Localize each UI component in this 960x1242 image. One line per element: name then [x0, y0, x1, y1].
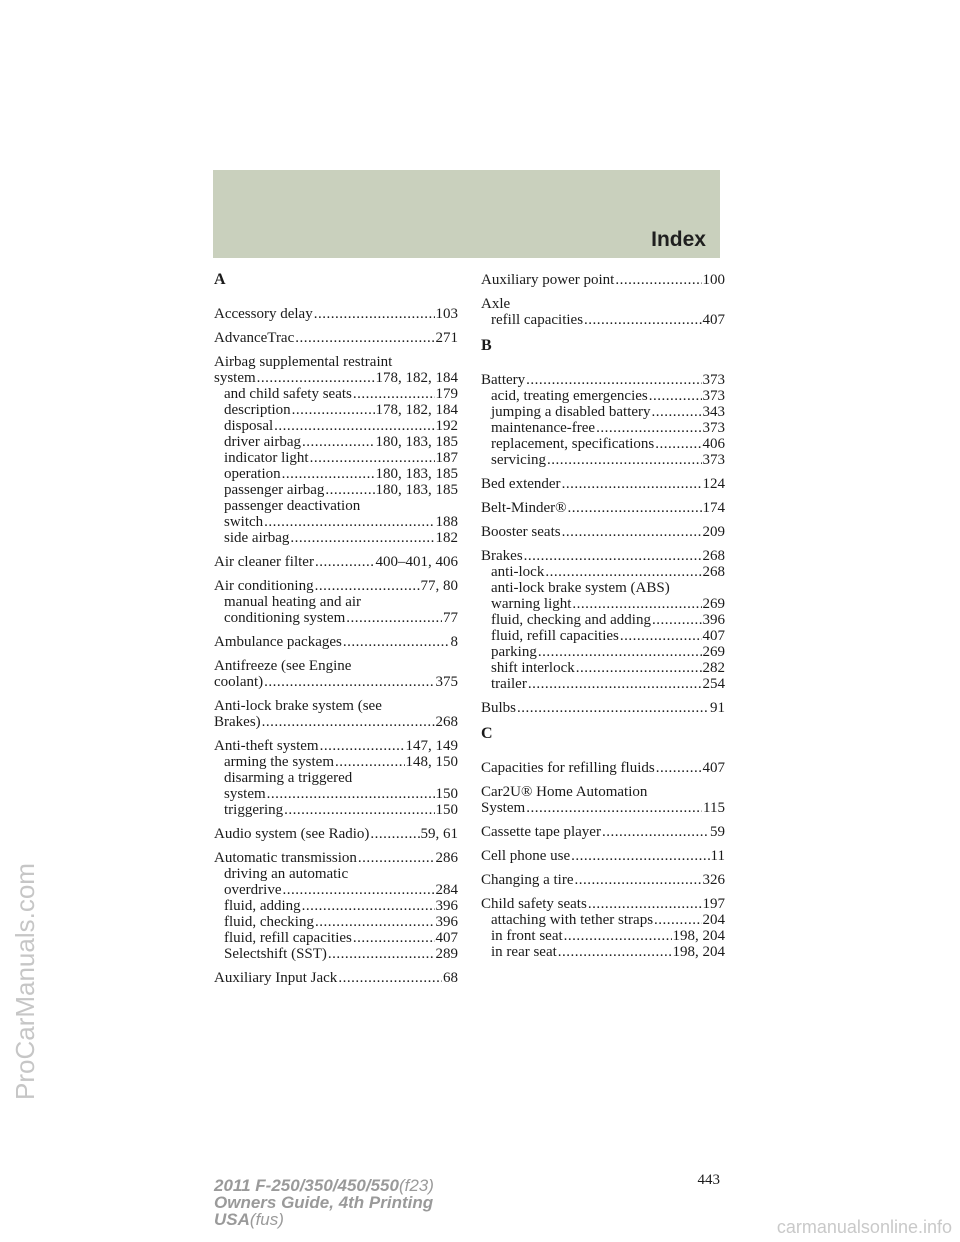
index-subentry-row [214, 786, 458, 802]
index-term: trailer [491, 676, 527, 692]
index-term: manual heating and air [224, 594, 362, 610]
index-entry-row [481, 700, 725, 716]
index-page-ref: 373 [702, 452, 725, 468]
index-term: switch [224, 514, 264, 530]
index-term: Belt-Minder® [481, 500, 567, 516]
index-entry-row [481, 800, 725, 816]
index-page-ref: 407 [702, 312, 725, 328]
index-entry [214, 306, 458, 322]
index-page-ref: 197 [702, 896, 725, 912]
index-term: Battery [481, 372, 526, 388]
index-term: Bulbs [481, 700, 517, 716]
index-term: Anti-theft system [214, 738, 319, 754]
dot-leader [302, 898, 435, 914]
index-term: servicing [491, 452, 546, 468]
dot-leader [292, 402, 375, 418]
index-entry-row [481, 872, 725, 888]
index-entry [481, 476, 725, 492]
index-entry-row [214, 826, 458, 842]
index-entry [214, 330, 458, 346]
index-entry [214, 970, 458, 986]
index-page-ref: 268 [702, 548, 725, 564]
dot-leader [652, 612, 702, 628]
index-term: maintenance-free [491, 420, 596, 436]
index-entry-row [481, 524, 725, 540]
index-term: Changing a tire [481, 872, 574, 888]
index-page-ref: 178, 182, 184 [375, 370, 458, 386]
dot-leader [615, 272, 701, 288]
index-term: Antifreeze (see Engine [214, 658, 352, 674]
index-page-ref: 209 [702, 524, 725, 540]
index-page-ref: 406 [702, 436, 725, 452]
index-subentry-row [214, 514, 458, 530]
index-term: Booster seats [481, 524, 561, 540]
index-subentry-row [214, 402, 458, 418]
dot-leader [290, 530, 434, 546]
index-entry-row [214, 674, 458, 690]
index-column-left [214, 272, 458, 994]
index-term: Automatic transmission [214, 850, 357, 866]
index-entry [481, 548, 725, 692]
dot-leader [524, 548, 702, 564]
dot-leader [284, 802, 434, 818]
index-page-ref: 150 [435, 802, 458, 818]
dot-leader [325, 482, 374, 498]
index-entry-row [481, 896, 725, 912]
bottom-watermark: carmanualsonline.info [776, 1217, 952, 1237]
dot-leader [547, 452, 702, 468]
section-header [213, 170, 720, 258]
index-subentry-row [481, 580, 725, 596]
dot-leader [571, 848, 709, 864]
index-term: Cell phone use [481, 848, 571, 864]
index-page-ref: 396 [702, 612, 725, 628]
index-subentry-row [214, 482, 458, 498]
index-entry [214, 554, 458, 570]
index-entry-row [214, 578, 458, 594]
index-page-ref: 373 [702, 420, 725, 436]
index-term: refill capacities [491, 312, 584, 328]
index-page-ref: 268 [702, 564, 725, 580]
index-term: indicator light [224, 450, 309, 466]
index-term: parking [491, 644, 537, 660]
index-subentry-row [481, 676, 725, 692]
index-entry [481, 272, 725, 288]
index-page-ref: 174 [702, 500, 725, 516]
index-term: acid, treating emergencies [491, 388, 648, 404]
index-term: Axle [481, 296, 511, 312]
index-subentry-row [214, 770, 458, 786]
index-term: Brakes [481, 548, 523, 564]
index-entry [214, 850, 458, 962]
index-entry-row [214, 306, 458, 322]
index-subentry-row [214, 914, 458, 930]
index-page-ref: 180, 183, 185 [375, 434, 458, 450]
dot-leader [257, 370, 375, 386]
dot-leader [264, 674, 434, 690]
index-entry-row [481, 548, 725, 564]
index-page-ref: 187 [435, 450, 458, 466]
index-page-ref: 407 [435, 930, 458, 946]
index-term: and child safety seats [224, 386, 352, 402]
index-term: fluid, checking and adding [491, 612, 651, 628]
index-page-ref: 59, 61 [420, 826, 458, 842]
index-term: fluid, refill capacities [224, 930, 352, 946]
index-term: fluid, refill capacities [491, 628, 619, 644]
index-term: jumping a disabled battery [491, 404, 651, 420]
index-term: replacement, specifications [491, 436, 655, 452]
index-entry-row [214, 738, 458, 754]
footer-line-3: USA(fus) [214, 1210, 284, 1229]
index-page-ref: 269 [702, 596, 725, 612]
index-term: anti-lock [491, 564, 545, 580]
index-term: shift interlock [491, 660, 575, 676]
index-entry [214, 826, 458, 842]
dot-leader [572, 596, 701, 612]
dot-leader [562, 524, 702, 540]
index-term: passenger airbag [224, 482, 325, 498]
index-entry-row [214, 698, 458, 714]
index-page-ref: 269 [702, 644, 725, 660]
index-term: description [224, 402, 291, 418]
index-subentry-row [481, 420, 725, 436]
index-subentry-row [214, 594, 458, 610]
index-entry [481, 524, 725, 540]
index-subentry-row [481, 660, 725, 676]
index-page-ref: 180, 183, 185 [375, 466, 458, 482]
index-subentry-row [214, 530, 458, 546]
index-page-ref: 407 [702, 760, 725, 776]
dot-leader [346, 610, 442, 626]
dot-leader [282, 882, 434, 898]
index-page-ref: 124 [702, 476, 725, 492]
dot-leader [315, 914, 435, 930]
index-letter-heading: C [481, 725, 493, 742]
dot-leader [576, 660, 702, 676]
index-subentry-row [481, 628, 725, 644]
side-watermark: ProCarManuals.com [10, 863, 40, 1100]
index-subentry-row [214, 386, 458, 402]
index-term: Capacities for refilling fluids [481, 760, 655, 776]
dot-leader [649, 388, 702, 404]
index-entry-row [214, 330, 458, 346]
index-page-ref: 204 [702, 912, 725, 928]
index-entry-row [214, 658, 458, 674]
index-term: operation [224, 466, 281, 482]
index-term: system [224, 786, 266, 802]
index-page-ref: 373 [702, 388, 725, 404]
dot-leader [267, 786, 435, 802]
index-page-ref: 198, 204 [672, 944, 725, 960]
index-subentry-row [481, 912, 725, 928]
index-entry [481, 896, 725, 960]
index-page-ref: 8 [450, 634, 458, 650]
index-page-ref: 68 [443, 970, 458, 986]
index-page-ref: 396 [435, 898, 458, 914]
index-term: Cassette tape player [481, 824, 601, 840]
dot-leader [596, 420, 701, 436]
dot-leader [568, 500, 702, 516]
index-term: Auxiliary Input Jack [214, 970, 338, 986]
index-entry-row [214, 554, 458, 570]
dot-leader [545, 564, 701, 580]
index-page-ref: 375 [435, 674, 458, 690]
index-entry [481, 784, 725, 816]
index-term: arming the system [224, 754, 334, 770]
footer [214, 1177, 434, 1228]
index-term: fluid, adding [224, 898, 301, 914]
index-page-ref: 271 [435, 330, 458, 346]
index-subentry-row [214, 866, 458, 882]
index-page-ref: 77 [443, 610, 458, 626]
index-subentry-row [481, 452, 725, 468]
index-page-ref: 147, 149 [405, 738, 458, 754]
dot-leader [343, 634, 450, 650]
dot-leader [262, 714, 435, 730]
dot-leader [656, 760, 702, 776]
index-page-ref: 198, 204 [672, 928, 725, 944]
index-page-ref: 179 [435, 386, 458, 402]
index-page-ref: 284 [435, 882, 458, 898]
dot-leader [655, 436, 701, 452]
index-entry-row [481, 760, 725, 776]
index-page-ref: 326 [702, 872, 725, 888]
dot-leader [338, 970, 442, 986]
index-term: Selectshift (SST) [224, 946, 327, 962]
dot-leader [335, 754, 405, 770]
index-term: anti-lock brake system (ABS) [491, 580, 670, 596]
dot-leader [353, 386, 435, 402]
index-subentry-row [481, 404, 725, 420]
dot-leader [274, 418, 434, 434]
index-subentry-row [481, 436, 725, 452]
index-page-ref: 286 [435, 850, 458, 866]
dot-leader [353, 930, 435, 946]
footer-line-1: 2011 F-250/350/450/550(f23) [214, 1176, 434, 1195]
dot-leader [310, 450, 435, 466]
index-entry [481, 872, 725, 888]
index-page-ref: 400–401, 406 [375, 554, 458, 570]
index-subentry-row [214, 498, 458, 514]
index-entry-row [481, 848, 725, 864]
index-subentry-row [214, 930, 458, 946]
index-subentry-row [214, 450, 458, 466]
dot-leader [652, 404, 702, 420]
index-subentry-row [481, 644, 725, 660]
index-subentry-row [214, 610, 458, 626]
dot-leader [620, 628, 702, 644]
index-page-ref: 100 [702, 272, 725, 288]
index-term: Airbag supplemental restraint [214, 354, 393, 370]
dot-leader [264, 514, 434, 530]
index-page-ref: 115 [703, 800, 725, 816]
index-page-ref: 396 [435, 914, 458, 930]
footer-line-2: Owners Guide, 4th Printing [214, 1193, 434, 1212]
index-term: Ambulance packages [214, 634, 342, 650]
dot-leader [584, 312, 701, 328]
index-term: attaching with tether straps [491, 912, 654, 928]
dot-leader [526, 372, 701, 388]
index-term: Audio system (see Radio) [214, 826, 370, 842]
index-entry [481, 824, 725, 840]
index-page-ref: 103 [435, 306, 458, 322]
index-page-ref: 91 [710, 700, 725, 716]
index-term: triggering [224, 802, 284, 818]
index-term: in front seat [491, 928, 563, 944]
index-subentry-row [481, 596, 725, 612]
dot-leader [314, 306, 435, 322]
index-entry [214, 634, 458, 650]
index-term: Anti-lock brake system (see [214, 698, 382, 714]
dot-leader [602, 824, 709, 840]
index-subentry-row [214, 946, 458, 962]
index-subentry-row [214, 466, 458, 482]
index-letter-heading: B [481, 337, 492, 354]
index-entry-row [481, 824, 725, 840]
index-page-ref: 59 [710, 824, 725, 840]
index-subentry-row [481, 564, 725, 580]
index-term: conditioning system [224, 610, 346, 626]
index-entry-row [214, 850, 458, 866]
index-subentry-row [214, 434, 458, 450]
index-subentry-row [214, 882, 458, 898]
dot-leader [320, 738, 405, 754]
index-term: disarming a triggered [224, 770, 353, 786]
index-page-ref: 282 [702, 660, 725, 676]
index-term: Accessory delay [214, 306, 313, 322]
dot-leader [295, 330, 434, 346]
index-entry-row [481, 272, 725, 288]
index-term: passenger deactivation [224, 498, 361, 514]
index-term: Air cleaner filter [214, 554, 314, 570]
dot-leader [574, 872, 701, 888]
index-page-ref: 188 [435, 514, 458, 530]
index-entry [481, 500, 725, 516]
index-entry-row [481, 784, 725, 800]
index-entry [214, 354, 458, 546]
index-subentry-row [214, 418, 458, 434]
index-page-ref: 289 [435, 946, 458, 962]
index-term: AdvanceTrac [214, 330, 295, 346]
index-entry [214, 658, 458, 690]
index-entry-row [481, 372, 725, 388]
index-page-ref: 373 [702, 372, 725, 388]
index-term: fluid, checking [224, 914, 314, 930]
index-entry [481, 296, 725, 328]
index-entry-row [481, 296, 725, 312]
dot-leader [562, 476, 702, 492]
index-page-ref: 178, 182, 184 [375, 402, 458, 418]
index-entry-row [481, 500, 725, 516]
index-page-ref: 77, 80 [420, 578, 458, 594]
index-term: Brakes) [214, 714, 261, 730]
dot-leader [588, 896, 702, 912]
section-title: Index [651, 228, 706, 251]
index-page-ref: 254 [702, 676, 725, 692]
index-page-ref: 182 [435, 530, 458, 546]
index-entry [214, 578, 458, 626]
index-page-ref: 150 [435, 786, 458, 802]
dot-leader [370, 826, 419, 842]
index-page-ref: 192 [435, 418, 458, 434]
dot-leader [538, 644, 702, 660]
index-term: driving an automatic [224, 866, 349, 882]
index-entry [214, 698, 458, 730]
index-page-ref: 148, 150 [405, 754, 458, 770]
dot-leader [358, 850, 435, 866]
dot-leader [654, 912, 701, 928]
index-entry-row [214, 970, 458, 986]
index-subentry-row [481, 928, 725, 944]
index-subentry-row [214, 754, 458, 770]
dot-leader [558, 944, 672, 960]
index-term: in rear seat [491, 944, 557, 960]
index-entry [214, 738, 458, 818]
index-term: Bed extender [481, 476, 561, 492]
index-term: driver airbag [224, 434, 302, 450]
index-term: Air conditioning [214, 578, 314, 594]
index-column-right [481, 272, 725, 968]
index-page-ref: 343 [702, 404, 725, 420]
index-entry-row [214, 714, 458, 730]
dot-leader [302, 434, 374, 450]
index-entry [481, 372, 725, 468]
index-entry-row [214, 634, 458, 650]
page-number: 443 [697, 1172, 720, 1188]
index-subentry-row [481, 388, 725, 404]
dot-leader [282, 466, 375, 482]
index-page-ref: 407 [702, 628, 725, 644]
dot-leader [564, 928, 672, 944]
index-term: coolant) [214, 674, 264, 690]
dot-leader [328, 946, 435, 962]
dot-leader [315, 554, 375, 570]
index-term: disposal [224, 418, 274, 434]
index-term: Child safety seats [481, 896, 587, 912]
index-entry [481, 760, 725, 776]
index-term: side airbag [224, 530, 290, 546]
dot-leader [528, 676, 702, 692]
dot-leader [526, 800, 702, 816]
index-term: Auxiliary power point [481, 272, 615, 288]
index-entry-row [214, 370, 458, 386]
index-entry [481, 700, 725, 716]
index-page-ref: 268 [435, 714, 458, 730]
index-subentry-row [214, 898, 458, 914]
index-term: Car2U® Home Automation [481, 784, 648, 800]
index-entry-row [214, 354, 458, 370]
index-entry [481, 848, 725, 864]
index-subentry-row [481, 944, 725, 960]
index-term: overdrive [224, 882, 282, 898]
index-term: system [214, 370, 256, 386]
index-subentry-row [214, 802, 458, 818]
index-term: warning light [491, 596, 572, 612]
index-page-ref: 11 [710, 848, 725, 864]
index-letter-heading: A [214, 271, 226, 288]
dot-leader [517, 700, 709, 716]
index-term: System [481, 800, 526, 816]
dot-leader [315, 578, 420, 594]
index-subentry-row [481, 612, 725, 628]
index-subentry-row [481, 312, 725, 328]
index-entry-row [481, 476, 725, 492]
index-page-ref: 180, 183, 185 [375, 482, 458, 498]
